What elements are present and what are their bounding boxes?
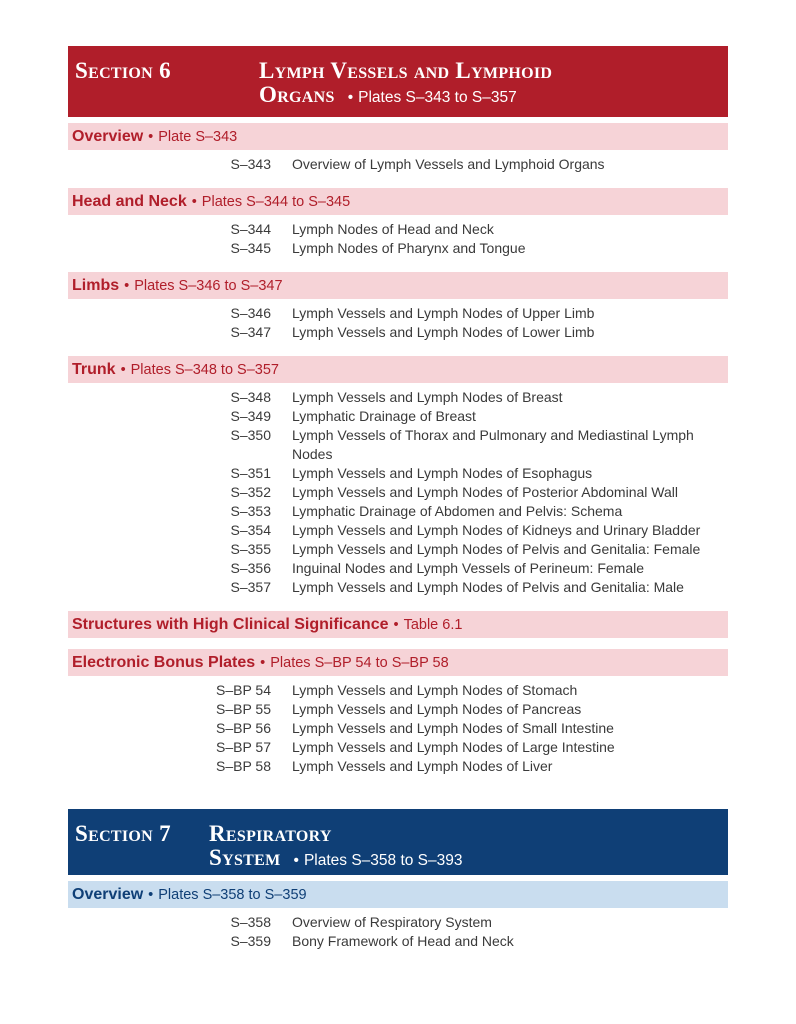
plate-code: S–345: [230, 240, 271, 256]
plate-title: Lymph Vessels and Lymph Nodes of Pelvis and Genitalia: Female: [292, 541, 701, 557]
section-label: Section 6: [75, 58, 171, 83]
toc-entry: [68, 932, 728, 951]
plate-code: S–359: [230, 933, 271, 949]
plate-title: Lymph Vessels and Lymph Nodes of Breast: [292, 389, 563, 405]
plate-code: S–346: [230, 305, 271, 321]
plate-title: Inguinal Nodes and Lymph Vessels of Perineum: Female: [292, 560, 645, 576]
subsection-title: Electronic Bonus Plates: [72, 654, 256, 671]
subsection-plates: Plates S–346 to S–347: [134, 278, 283, 294]
toc-entry: [68, 540, 728, 559]
plate-code: S–350: [230, 427, 271, 443]
toc-entry: [68, 757, 728, 776]
bullet-icon: •: [191, 194, 197, 210]
section-plates: Plates S–358 to S–393: [303, 852, 463, 869]
toc-entry: [68, 578, 728, 597]
plate-title: Lymph Vessels and Lymph Nodes of Stomach: [292, 682, 578, 698]
plate-title: Lymph Vessels and Lymph Nodes of Esophagus: [292, 465, 593, 481]
bullet-icon: •: [148, 129, 154, 145]
toc-entry: [68, 155, 728, 174]
plate-title: Lymph Vessels and Lymph Nodes of Lower Limb: [292, 324, 595, 340]
subsection-plates: Plate S–343: [158, 129, 238, 145]
toc-entry: [68, 464, 728, 483]
plate-code: S–349: [230, 408, 271, 424]
toc-entry: [68, 738, 728, 757]
plate-code: S–358: [230, 914, 271, 930]
subsection-plates: Plates S–BP 54 to S–BP 58: [270, 655, 449, 671]
plate-title: Bony Framework of Head and Neck: [292, 933, 514, 949]
toc-entry: [68, 719, 728, 738]
section-title-line2: System: [209, 845, 281, 870]
bullet-icon: •: [347, 89, 354, 106]
toc-entry: [68, 407, 728, 426]
plate-code: S–344: [230, 221, 271, 237]
plate-code: S–343: [230, 156, 271, 172]
subsection-limbs: [68, 272, 728, 299]
section-title: [259, 59, 552, 110]
entry-list: [68, 681, 728, 776]
section-title-line2: Organs: [259, 82, 335, 107]
plate-code: S–356: [230, 560, 271, 576]
toc-entry: [68, 521, 728, 540]
plate-code: S–351: [230, 465, 271, 481]
plate-code: S–354: [230, 522, 271, 538]
plate-title: Lymphatic Drainage of Abdomen and Pelvis: Schema: [292, 503, 623, 519]
plate-title: Lymph Vessels and Lymph Nodes of Kidneys and Urinary Bladder: [292, 522, 701, 538]
section-title: [209, 822, 463, 873]
bullet-icon: •: [293, 852, 299, 869]
toc-entry: [68, 426, 728, 464]
subsection-title: Head and Neck: [72, 193, 187, 210]
bullet-icon: •: [124, 278, 130, 294]
subsection-title: Overview: [72, 886, 144, 903]
subsection-title: Trunk: [72, 361, 116, 378]
subsection-plates: Plates S–358 to S–359: [158, 887, 307, 903]
subsection-electronic-bonus: [68, 649, 728, 676]
toc-entry: [68, 220, 728, 239]
subsection-trunk: [68, 356, 728, 383]
entry-list: [68, 913, 728, 951]
plate-code: S–BP 54: [215, 682, 271, 698]
plate-code: S–353: [230, 503, 271, 519]
plate-title: Overview of Respiratory System: [292, 914, 492, 930]
entry-list: [68, 388, 728, 597]
subsection-plates: Plates S–348 to S–357: [130, 362, 279, 378]
toc-page: [68, 46, 728, 951]
plate-code: S–352: [230, 484, 271, 500]
subsection-plates: Plates S–344 to S–345: [201, 194, 351, 210]
toc-entry: [68, 483, 728, 502]
plate-title: Lymph Vessels and Lymph Nodes of Pancreas: [292, 701, 582, 717]
section-title-line1: Lymph Vessels and Lymphoid: [259, 58, 553, 83]
section-6-header: [68, 46, 728, 117]
section-plates: Plates S–343 to S–357: [358, 89, 517, 106]
toc-entry: [68, 239, 728, 258]
subsection-title: Overview: [72, 128, 144, 145]
plate-title: Overview of Lymph Vessels and Lymphoid Organs: [292, 156, 605, 172]
subsection-clinical-significance: [68, 611, 728, 638]
toc-entry: [68, 559, 728, 578]
entry-list: [68, 304, 728, 342]
bullet-icon: •: [393, 617, 399, 633]
plate-title: Lymph Vessels and Lymph Nodes of Posterior Abdominal Wall: [292, 484, 678, 500]
plate-title: Lymph Vessels of Thorax and Pulmonary and Mediastinal Lymph Nodes: [292, 427, 694, 462]
entry-list: [68, 220, 728, 258]
toc-entry: [68, 700, 728, 719]
plate-title: Lymph Vessels and Lymph Nodes of Large Intestine: [292, 739, 615, 755]
bullet-icon: •: [260, 655, 266, 671]
plate-code: S–347: [230, 324, 271, 340]
toc-entry: [68, 388, 728, 407]
subsection-overview: [68, 881, 728, 908]
plate-title: Lymph Nodes of Head and Neck: [292, 221, 494, 237]
plate-code: S–BP 58: [215, 758, 271, 774]
toc-entry: [68, 502, 728, 521]
plate-title: Lymph Vessels and Lymph Nodes of Small Intestine: [292, 720, 614, 736]
toc-entry: [68, 304, 728, 323]
plate-code: S–BP 57: [215, 739, 271, 755]
toc-entry: [68, 323, 728, 342]
toc-entry: [68, 913, 728, 932]
plate-title: Lymph Vessels and Lymph Nodes of Pelvis and Genitalia: Male: [292, 579, 684, 595]
subsection-head-and-neck: [68, 188, 728, 215]
section-label: Section 7: [75, 821, 171, 846]
subsection-title: Limbs: [72, 277, 120, 294]
subsection-plates: Table 6.1: [403, 617, 463, 633]
bullet-icon: •: [120, 362, 126, 378]
bullet-icon: •: [148, 887, 154, 903]
plate-title: Lymph Vessels and Lymph Nodes of Liver: [292, 758, 553, 774]
toc-entry: [68, 681, 728, 700]
plate-code: S–357: [230, 579, 271, 595]
plate-title: Lymphatic Drainage of Breast: [292, 408, 476, 424]
section-title-line1: Respiratory: [209, 821, 332, 846]
plate-code: S–BP 56: [215, 720, 271, 736]
subsection-title: Structures with High Clinical Significance: [72, 616, 389, 633]
plate-title: Lymph Vessels and Lymph Nodes of Upper Limb: [292, 305, 595, 321]
subsection-overview: [68, 123, 728, 150]
plate-code: S–348: [230, 389, 271, 405]
plate-title: Lymph Nodes of Pharynx and Tongue: [292, 240, 526, 256]
plate-code: S–355: [230, 541, 271, 557]
section-7-header: [68, 809, 728, 875]
plate-code: S–BP 55: [215, 701, 271, 717]
entry-list: [68, 155, 728, 174]
